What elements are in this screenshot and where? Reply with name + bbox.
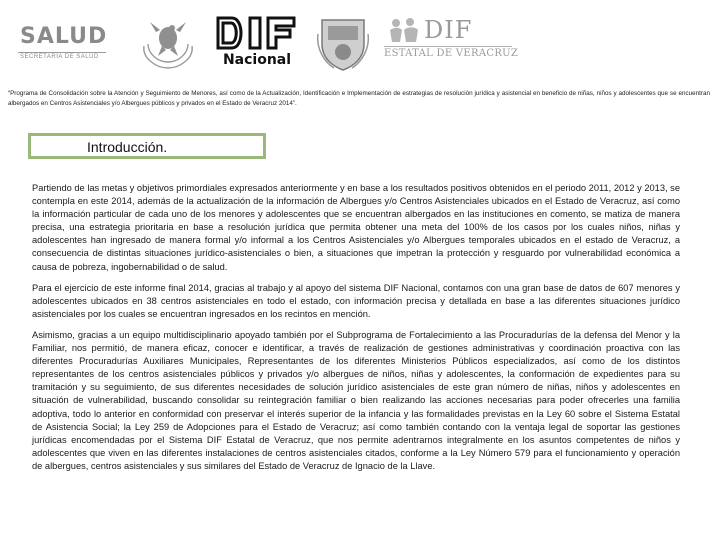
salud-logo-subtitle: SECRETARÍA DE SALUD: [20, 54, 99, 60]
family-figure-icon: [388, 18, 420, 44]
veracruz-shield-icon: [316, 14, 370, 72]
dif-estatal-logo: [384, 16, 519, 68]
salud-logo-word: SALUD: [20, 24, 108, 49]
paragraph: Asimismo, gracias a un equipo multidisciplinario apoyado también por el Subprograma de Fortalecimiento a las Procuradurías de la defensa del Menor y la Familiar, nos permitió, de manera eficaz, conocer e identificar, a través de realización de gestiones administrativas y coordinación proactiva con las diferentes Procuradurías Auxiliares Municipales, Representantes de los diferentes Ministerios Públicos especializados, así como de los distintos representantes de los centros asistenciales públicos y privados y/o albergues de niños, niñas y adolescentes, la conformación de expedientes para su tramitación y su seguimiento, de sus diferentes necesidades de solución jurídico asistenciales de este gran número de niñas, niños y adolescentes en situación de vulnerabilidad, buscando consolidar su reintegración familiar o bien realizando las acciones necesarias para poder ofrecerles una familia adoptiva, todo lo anterior en conformidad con preservar el interés superior de la infancia y las formalidades previstas en la Ley 60 sobre el Sistema Estatal de Asistencia Social; la Ley 259 de Adopciones para el Estado de Veracruz; así como también contando con la ventaja legal de soportar las gestiones jurídicas encomendadas por el Sistema DIF Estatal de Veracruz, que nos permite adentrarnos integralmente en los asuntos competentes de niños y adolescentes que viven en las diferentes instalaciones de centros asistenciales citados, conforme a la Ley Número 579 para el funcionamiento y operación de albergues, centros asistenciales y sus similares del Estado de Veracruz de Ignacio de la Llave.: [32, 329, 680, 471]
salud-logo-rule: [18, 52, 106, 53]
intro-heading-box: [28, 133, 266, 159]
paragraph: Partiendo de las metas y objetivos primordiales expresados anteriormente y en base a los resultados positivos obtenidos en el periodo 2011, 2012 y 2013, se contempla en este 2014, además de la actualización de la información de Albergues y/o Centros Asistenciales ubicados en el Estado de Veracruz, así como la información particular de cada uno de los menores y adolescentes que se encuentran albergados en las instituciones en comento, se matiza de manera precisa, una estrategia prioritaria en base a resolución jurídica que permita obtener una meta del 100% de los casos por los cuales niños, niñas y adolescentes han ingresado de manera formal y/o informal a los Centros Asistenciales y/o Albergues temporales ubicados en el estado de Veracruz, a consecuencia de distintas situaciones jurídico-asistenciales o bien, a situaciones que impetran la protección y resguardo por vulnerabilidad económica a causa de pobreza, ingobernabilidad o de salud.: [32, 183, 680, 272]
dif-letters-icon: [214, 14, 300, 52]
body-text: [32, 182, 680, 481]
section-title: Introducción.: [87, 139, 168, 155]
dif-nacional-logo: [214, 14, 300, 70]
dif-estatal-word: DIF: [424, 16, 473, 44]
program-title-note: “Programa de Consolidación sobre la Atención y Seguimiento de Menores, así como de la Actualización, Identificación e Implementación de estrategias de resolución jurídica y asistencial en beneficio de niñas, niños y adolescentes que se encuentran albergados en Centros Asistenciales y/o Albergues públicos y privados en el Estado de Veracruz 2014”.: [8, 90, 710, 107]
mexico-coat-of-arms-icon: [136, 16, 200, 70]
dif-estatal-rule: [384, 46, 512, 47]
dif-nacional-label: Nacional: [222, 52, 292, 68]
salud-logo: [12, 22, 112, 68]
dif-estatal-subtitle: ESTATAL DE VERACRUZ: [384, 48, 519, 59]
logo-header: [0, 0, 720, 80]
paragraph: Para el ejercicio de este informe final 2014, gracias al trabajo y al apoyo del sistema DIF Nacional, contamos con una gran base de datos de 607 menores y adolescentes ubicados en 38 centros asistenciales en todo el estado, con información precisa y detallada en base a las diferentes situaciones jurídico asistenciales por los cuales se encuentran ingresados en los recintos en mención.: [32, 282, 680, 319]
